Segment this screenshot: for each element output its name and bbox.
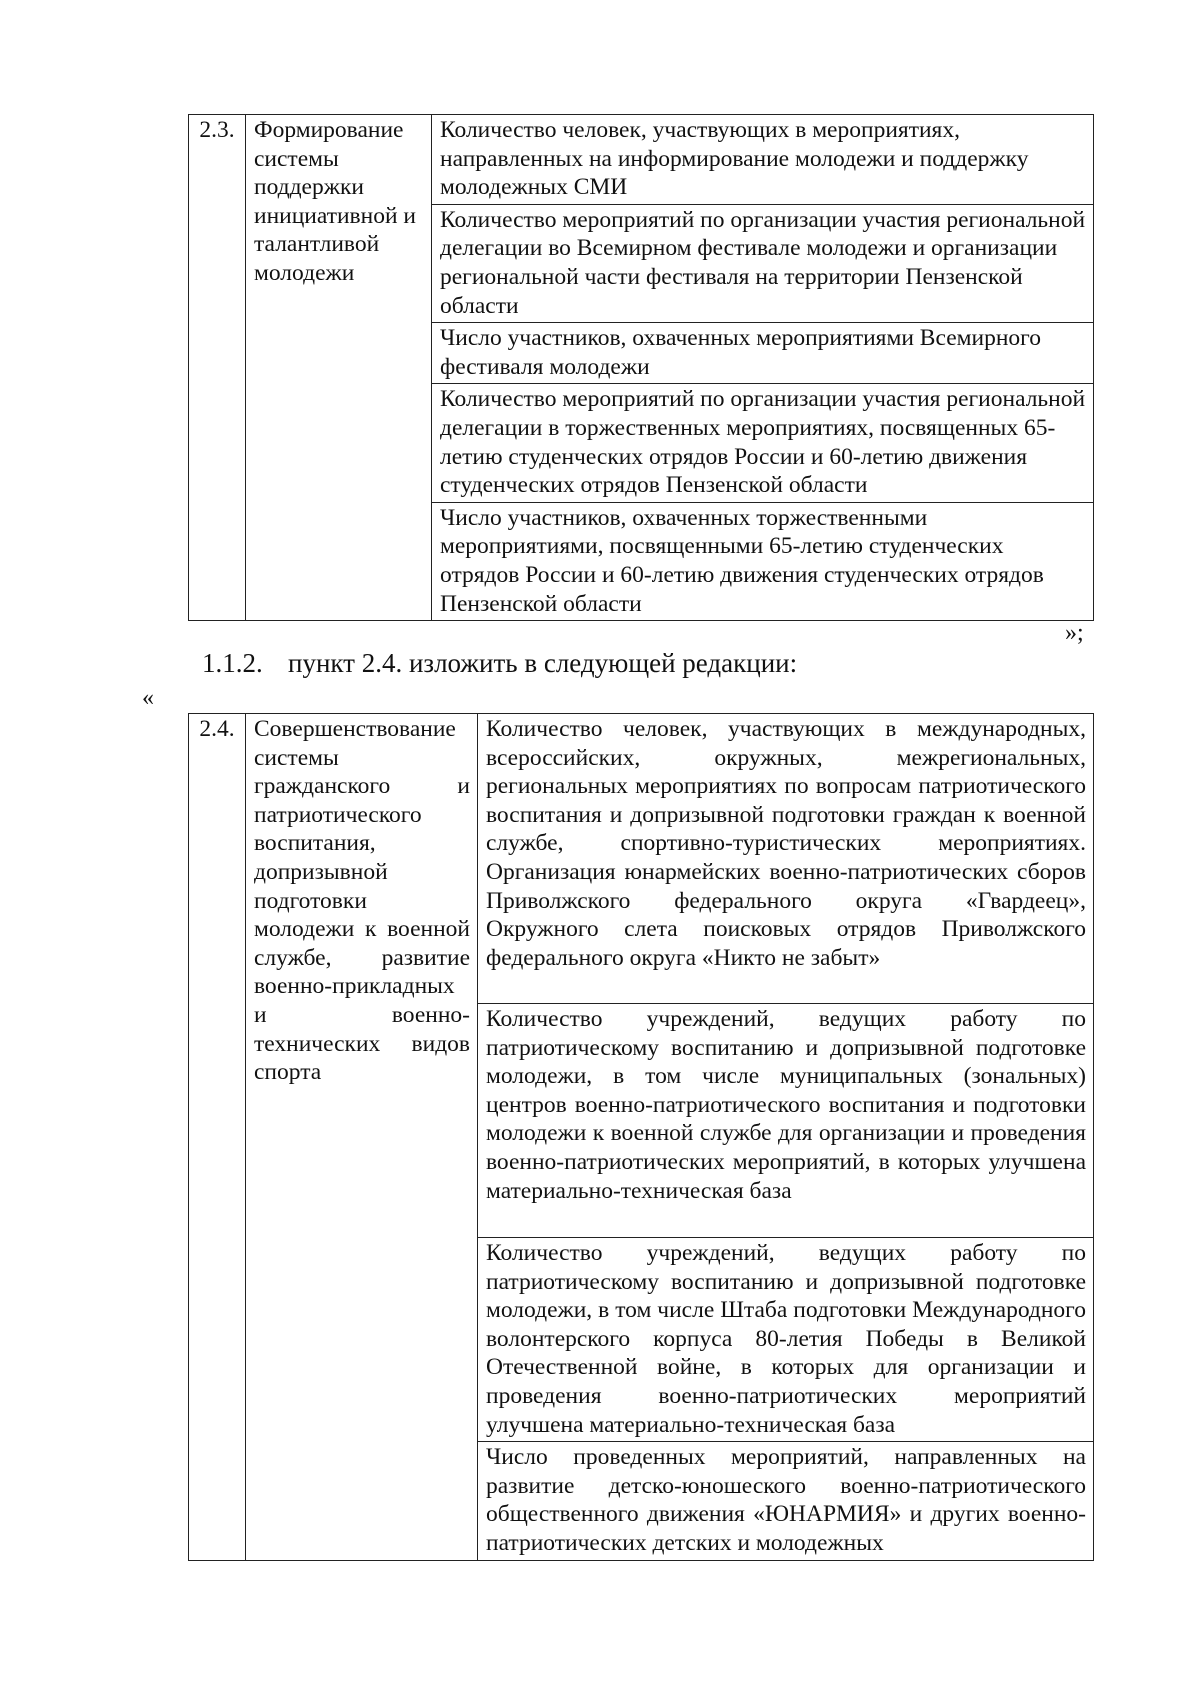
- indicator-cell: Количество человек, участвующих в международных, всероссийских, окружных, межрегиональных, региональных мероприятиях по вопросам патриотического воспитания и допризывной подготовки граждан к военной службе, спортивно-туристических мероприятиях. Организация юнармейских военно-патриотических сборов Приволжского федерального округа «Гвардеец», Окружного слета поисковых отрядов Приволжского федерального округа «Никто не забыт»: [478, 714, 1094, 1004]
- subsection-heading: [202, 648, 797, 679]
- subsection-text: пункт 2.4. изложить в следующей редакции:: [288, 648, 798, 678]
- indicator-cell: Число участников, охваченных торжественными мероприятиями, посвященными 65-летию студенческих отрядов России и 60-летию движения студенческих отрядов Пензенской области: [432, 502, 1094, 620]
- table-item-2-4: [188, 713, 1094, 1561]
- closing-quote: »;: [1065, 620, 1084, 646]
- opening-quote: «: [142, 685, 154, 711]
- indicator-cell: Количество человек, участвующих в мероприятиях, направленных на информирование молодежи и поддержку молодежных СМИ: [432, 115, 1094, 205]
- indicator-cell: Число участников, охваченных мероприятиями Всемирного фестиваля молодежи: [432, 323, 1094, 384]
- indicator-cell: Количество мероприятий по организации участия региональной делегации во Всемирном фестивале молодежи и организации региональной части фестиваля на территории Пензенской области: [432, 204, 1094, 322]
- indicator-cell: Количество учреждений, ведущих работу по патриотическому воспитанию и допризывной подготовке молодежи, в том числе Штаба подготовки Международного волонтерского корпуса 80-летия Победы в Великой Отечественной войне, в которых для организации и проведения военно-патриотических мероприятий улучшена материально-техническая база: [478, 1238, 1094, 1442]
- row-number: 2.4.: [189, 714, 246, 1561]
- table-item-2-3: [188, 114, 1094, 621]
- indicator-cell: Число проведенных мероприятий, направленных на развитие детско-юношеского военно-патриотического общественного движения «ЮНАРМИЯ» и других военно-патриотических детских и молодежных: [478, 1442, 1094, 1560]
- activity-name: Формирование системы поддержки инициативной и талантливой молодежи: [246, 115, 432, 621]
- row-number: 2.3.: [189, 115, 246, 621]
- subsection-number: 1.1.2.: [202, 648, 263, 678]
- indicator-cell: Количество учреждений, ведущих работу по патриотическому воспитанию и допризывной подготовке молодежи, в том числе муниципальных (зональных) центров военно-патриотического воспитания и подготовки молодежи к военной службе для организации и проведения военно-патриотических мероприятий, в которых улучшена материально-техническая база: [478, 1004, 1094, 1238]
- activity-name: Совершенствование системы гражданского и патриотического воспитания, допризывной подготовки молодежи к военной службе, развитие военно-прикладных и военно-технических видов спорта: [246, 714, 478, 1561]
- indicator-cell: Количество мероприятий по организации участия региональной делегации в торжественных мероприятиях, посвященных 65-летию студенческих отрядов России и 60-летию движения студенческих отрядов Пензенской области: [432, 384, 1094, 502]
